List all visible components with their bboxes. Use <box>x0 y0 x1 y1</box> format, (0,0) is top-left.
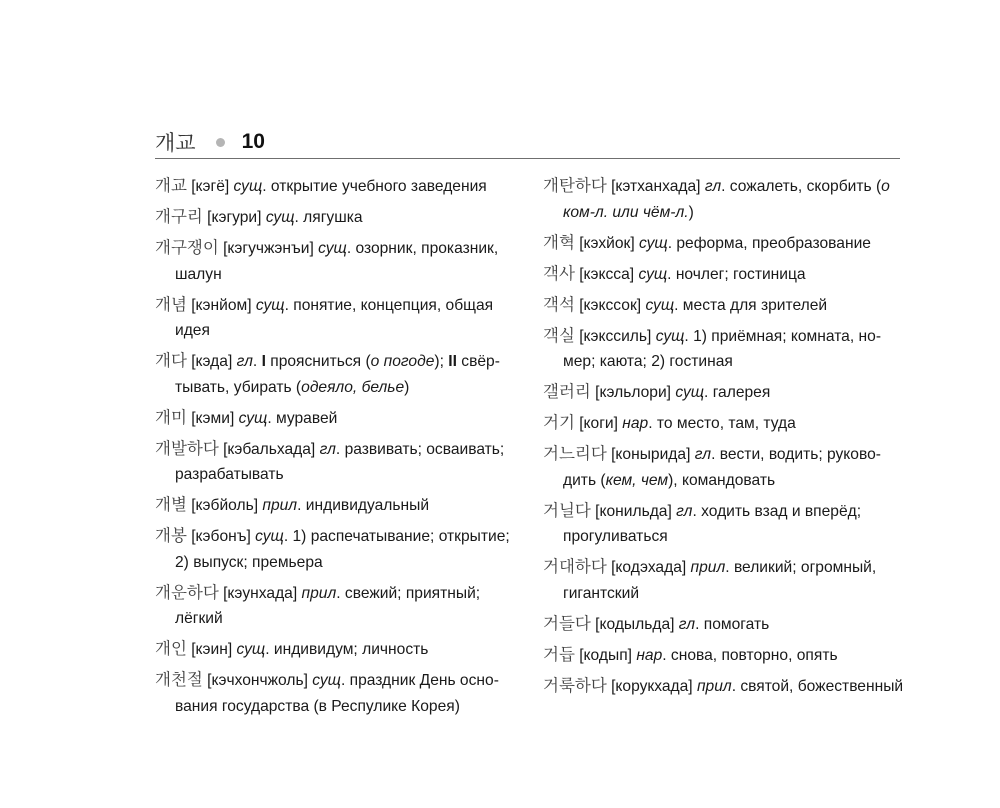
entry-text: [конырида] <box>606 446 695 463</box>
entry-italic: гл <box>319 440 336 458</box>
entry-text: . галерея <box>704 384 771 401</box>
entry-text: . то место, там, туда <box>648 415 796 432</box>
dictionary-entry <box>543 292 905 319</box>
entry-text: [кэгури] <box>202 209 266 226</box>
dictionary-entry <box>155 667 515 719</box>
entry-text: [кэгучжэнъи] <box>218 240 319 257</box>
entry-text: . свежий; приятный; лёгкий <box>175 584 481 627</box>
entry-italic: о погоде <box>370 353 435 370</box>
entry-italic: гл <box>704 178 722 195</box>
entry-text: . снова, повторно, опять <box>662 646 838 664</box>
dictionary-entry <box>155 235 515 287</box>
entry-text: [кодып] <box>574 646 637 664</box>
entry-headword: 거느리다 <box>543 444 607 463</box>
entry-text: проясниться ( <box>265 353 371 370</box>
entry-text: [кэчхончжоль] <box>202 672 313 689</box>
entry-text: [кэксса] <box>574 265 639 283</box>
entry-text: . муравей <box>267 409 338 427</box>
entry-italic: прил <box>696 677 732 695</box>
entry-headword: 거룩하다 <box>543 675 607 695</box>
entry-text: . ходить взад и вперёд; прогуливаться <box>563 502 862 545</box>
entry-headword: 개별 <box>155 495 187 514</box>
dictionary-entry <box>155 348 515 400</box>
entry-headword: 거들다 <box>543 613 591 633</box>
dictionary-entry <box>155 436 515 488</box>
entry-text: . индивидуальный <box>297 497 430 514</box>
entry-text: . развивать; осваивать; разрабатывать <box>175 440 505 483</box>
entry-headword: 개다 <box>155 351 187 370</box>
entry-italic: сущ <box>675 384 705 401</box>
entry-text: [кэтханхада] <box>606 178 705 195</box>
entry-text: [кэин] <box>186 641 237 658</box>
entry-headword: 객사 <box>543 263 575 283</box>
entry-text: [кэунхада] <box>218 584 302 602</box>
entry-italic: сущ <box>265 209 295 226</box>
dictionary-entry <box>543 323 905 375</box>
entry-italic: гл <box>694 446 712 463</box>
entry-text: [кэнйом] <box>186 296 256 314</box>
entry-text: [кэда] <box>186 353 237 370</box>
entry-text: . места для зрителей <box>674 296 828 314</box>
entry-text: . озорник, проказник, шалун <box>175 240 499 283</box>
entry-headword: 갤러리 <box>543 382 591 401</box>
entry-text: . понятие, концепция, общая идея <box>175 296 494 339</box>
entry-text: ); <box>434 353 449 370</box>
dictionary-entry <box>155 204 515 231</box>
entry-text: [кэгё] <box>186 178 234 195</box>
entry-headword: 개교 <box>155 176 187 195</box>
dictionary-entry <box>543 441 905 493</box>
entry-text: . сожалеть, скорбить ( <box>721 178 882 195</box>
entry-italic: сущ <box>238 409 268 427</box>
entry-text: [конильда] <box>590 502 677 520</box>
dictionary-entry <box>543 230 905 257</box>
entry-headword: 개발하다 <box>155 438 219 458</box>
entry-text: . 1) распечатывание; открытие; 2) выпуск; премьера <box>175 528 510 571</box>
dictionary-entry <box>155 292 515 344</box>
entry-text: . 1) приёмная; комната, номер; каюта; 2) гостиная <box>563 327 882 370</box>
entry-text: [кэбйоль] <box>186 497 263 514</box>
entry-text: [кэбальхада] <box>218 440 320 458</box>
entry-italic: гл <box>676 502 693 520</box>
entry-italic: сущ <box>655 327 685 345</box>
entry-italic: прил <box>262 497 298 514</box>
dictionary-entry <box>543 611 905 638</box>
entry-text: . помогать <box>695 615 770 633</box>
entry-text: [кэхйок] <box>574 234 640 252</box>
entry-italic: сущ <box>318 240 347 257</box>
entry-italic: одеяло, белье <box>301 378 405 396</box>
entry-headword: 개봉 <box>155 526 187 545</box>
entry-headword: 개념 <box>155 294 187 314</box>
dictionary-entry <box>543 498 905 550</box>
entry-headword: 개미 <box>155 407 187 427</box>
entry-italic: сущ <box>638 265 668 283</box>
entry-headword: 객실 <box>543 325 575 345</box>
entry-headword: 거기 <box>543 413 575 432</box>
entry-text: [коги] <box>574 415 623 432</box>
dictionary-entry <box>543 173 905 225</box>
header-headword: 개교 <box>155 131 196 155</box>
dictionary-entry <box>543 673 905 700</box>
entry-italic: кем, чем <box>605 471 669 489</box>
dictionary-entry <box>155 580 515 632</box>
entry-text: [кэбонъ] <box>186 528 256 545</box>
dictionary-entry <box>155 173 515 200</box>
entry-headword: 거닐다 <box>543 500 591 520</box>
entry-text: . святой, божественный <box>731 677 904 695</box>
entry-text: [кэми] <box>186 409 239 427</box>
dictionary-entry <box>543 554 905 606</box>
entry-headword: 개운하다 <box>155 582 219 602</box>
entry-headword: 개구쟁이 <box>155 238 219 257</box>
entry-italic: нар <box>622 415 649 432</box>
dictionary-entry <box>543 642 905 669</box>
entry-text: . лягушка <box>294 209 363 226</box>
left-column <box>155 173 515 724</box>
entry-headword: 개혁 <box>543 232 575 252</box>
running-header <box>155 124 265 160</box>
entry-italic: сущ <box>255 528 284 545</box>
entry-text: [кэльлори] <box>590 384 676 401</box>
dictionary-entry <box>543 261 905 288</box>
entry-text: ), командовать <box>668 471 776 489</box>
bullet-dot <box>216 138 225 147</box>
entry-italic: гл <box>236 353 253 370</box>
entry-text: . праздник День основания государства (в Респулике Корея) <box>175 672 499 715</box>
entry-italic: сущ <box>236 641 266 658</box>
entry-headword: 개구리 <box>155 207 203 226</box>
entry-italic: сущ <box>255 296 285 314</box>
entry-italic: о ком-л. или чём-л. <box>563 178 890 221</box>
entry-italic: прил <box>690 559 726 576</box>
entry-text: . открытие учебного заведения <box>262 178 487 195</box>
page-number: 10 <box>241 130 265 153</box>
dictionary-entry <box>155 405 515 432</box>
entry-bold: I <box>261 353 266 370</box>
entry-text: [кэкссиль] <box>574 327 656 345</box>
entry-headword: 개탄하다 <box>543 176 607 195</box>
entry-italic: гл <box>678 615 696 633</box>
entry-italic: сущ <box>645 296 675 314</box>
entry-italic: нар <box>636 646 663 664</box>
entry-text: . вести, водить; руководить ( <box>563 446 881 489</box>
entry-italic: прил <box>301 584 337 602</box>
entry-headword: 거듭 <box>543 644 575 664</box>
entry-text: [кэкссок] <box>574 296 646 314</box>
entry-italic: сущ <box>312 672 341 689</box>
dictionary-entry <box>155 523 515 575</box>
entry-text: ) <box>404 378 410 396</box>
dictionary-entry <box>543 410 905 437</box>
entry-text: . ночлег; гостиница <box>667 265 806 283</box>
entry-text: . реформа, преобразование <box>667 234 871 252</box>
entry-text: ) <box>688 203 694 221</box>
entry-headword: 거대하다 <box>543 557 607 576</box>
entry-text: [корукхада] <box>606 677 697 695</box>
dictionary-entry <box>155 492 515 519</box>
entry-text: [кодыльда] <box>590 615 679 633</box>
header-rule <box>155 158 900 159</box>
entry-text: . великий; огромный, гигантский <box>563 559 877 602</box>
entry-text: . <box>252 353 262 370</box>
right-column <box>543 173 905 704</box>
entry-bold: II <box>448 353 457 370</box>
entry-italic: сущ <box>639 234 668 252</box>
dictionary-entry <box>155 636 515 663</box>
entry-headword: 객석 <box>543 294 575 314</box>
entry-text: [кодэхада] <box>606 559 691 576</box>
entry-text: . индивидум; личность <box>265 641 429 658</box>
entry-italic: сущ <box>233 178 263 195</box>
entry-headword: 개천절 <box>155 670 203 689</box>
entry-text: свёртывать, убирать ( <box>175 353 500 396</box>
dictionary-entry <box>543 379 905 406</box>
entry-headword: 개인 <box>155 639 187 658</box>
